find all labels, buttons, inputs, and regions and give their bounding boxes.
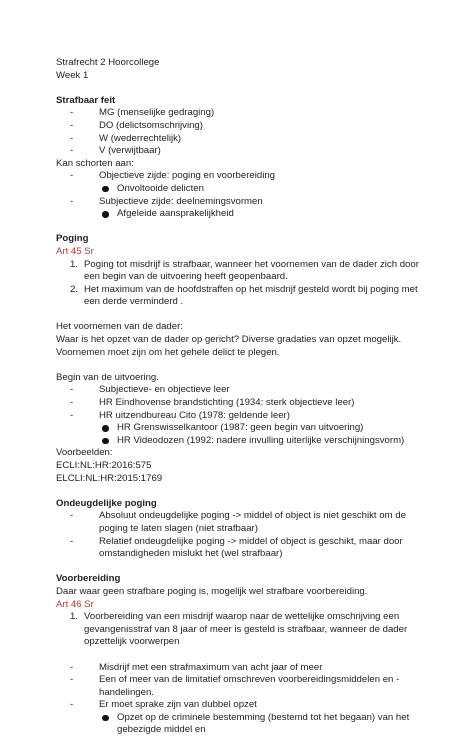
numbered-item: 2. Het maximum van de hoofdstraffen op het misdrijf gesteld wordt bij poging met een derde verminderd . [70, 283, 418, 308]
bullet-item: Onvoltooide delicten [56, 183, 436, 196]
list-item: - Subjectieve- en objectieve leer [70, 384, 230, 396]
week-label: Week 1 [56, 69, 89, 81]
list-item: - HR uitzendbureau Cito (1978: geldende leer) [70, 409, 290, 421]
list-item: - Relatief ondeugdelijke poging -> middel of object is geschikt, maar door omstandigheden mislukt het (wel strafbaar) [70, 535, 403, 560]
list-item: - Er moet sprake zijn van dubbel opzet [70, 699, 257, 711]
article-reference: Art 45 Sr [56, 245, 94, 257]
list-item: - W (wederrechtelijk) [70, 132, 182, 144]
numbered-item: 1. Voorbereiding van een misdrijf waarop naar de wettelijke omschrijving een gevangenisstraf van 8 jaar of meer is gesteld is strafbaar, wanneer de dader opzettelijk voorwerpen [70, 611, 408, 648]
numbered-item: 1. Poging tot misdrijf is strafbaar, wanneer het voornemen van de dader zich door een begin van de uitvoering heeft geopenbaard. [70, 258, 419, 283]
paragraph: Daar waar geen strafbare poging is, mogelijk wel strafbare voorbereiding. [56, 585, 368, 597]
list-item: - Een of meer van de limitatief omschreven voorbereidingsmiddelen en -handelingen. [70, 674, 400, 698]
bullet-item: Afgeleide aansprakelijkheid [56, 208, 436, 221]
paragraph: Waar is het opzet van de dader op gericht? Diverse gradaties van opzet mogelijk. [56, 334, 402, 346]
article-reference: Art 46 Sr [56, 598, 94, 610]
list-item: - Objectieve zijde: poging en voorbereiding [70, 170, 275, 182]
heading-strafbaar-feit: Strafbaar feit [56, 94, 116, 106]
paragraph: Voorbeelden: [56, 447, 113, 459]
bullet-icon [102, 211, 109, 218]
list-item: - MG (menselijke gedraging) [70, 107, 215, 119]
heading-voorbereiding: Voorbereiding [56, 573, 121, 585]
document-title: Strafrecht 2 Hoorcollege [56, 57, 160, 68]
case-reference: ECLI:NL:HR:2016:575 [56, 460, 152, 471]
bullet-icon [102, 438, 109, 445]
list-item: - Misdrijf met een strafmaximum van acht jaar of meer [70, 661, 323, 673]
paragraph: Begin van de uitvoering. [56, 371, 159, 383]
heading-ondeugdelijke-poging: Ondeugdelijke poging [56, 497, 157, 509]
paragraph: Voornemen moet zijn om het gehele delict te plegen. [56, 346, 280, 358]
bullet-icon [102, 425, 109, 432]
list-item: - Subjectieve zijde: deelnemingsvormen [70, 195, 263, 207]
case-reference: ELCLI:NL:HR:2015:1769 [56, 472, 163, 484]
paragraph: Kan schorten aan: [56, 157, 134, 169]
heading-poging: Poging [56, 233, 89, 245]
bullet-item: HR Videodozen (1992: nadere invulling uiterlijke verschijningsvorm) [56, 435, 436, 448]
list-item: - V (verwijtbaar) [70, 145, 161, 157]
list-item: - HR Eindhovense brandstichting (1934: sterk objectieve leer) [70, 397, 355, 409]
document-content [56, 57, 436, 737]
bullet-icon [102, 186, 109, 193]
bullet-item: Opzet op de criminele bestemming (bestemd tot het begaan) van het gebezigde middel en [56, 712, 436, 737]
bullet-item: HR Grenswisselkantoor (1987: geen begin van uitvoering) [56, 422, 436, 435]
list-item: - DO (delictsomschrijving) [70, 119, 203, 131]
list-item: - Absoluut ondeugdelijke poging -> middel of object is niet geschikt om de poging te laten slagen (niet strafbaar) [70, 510, 406, 534]
bullet-icon [102, 715, 109, 722]
paragraph: Het voornemen van de dader: [56, 321, 183, 333]
